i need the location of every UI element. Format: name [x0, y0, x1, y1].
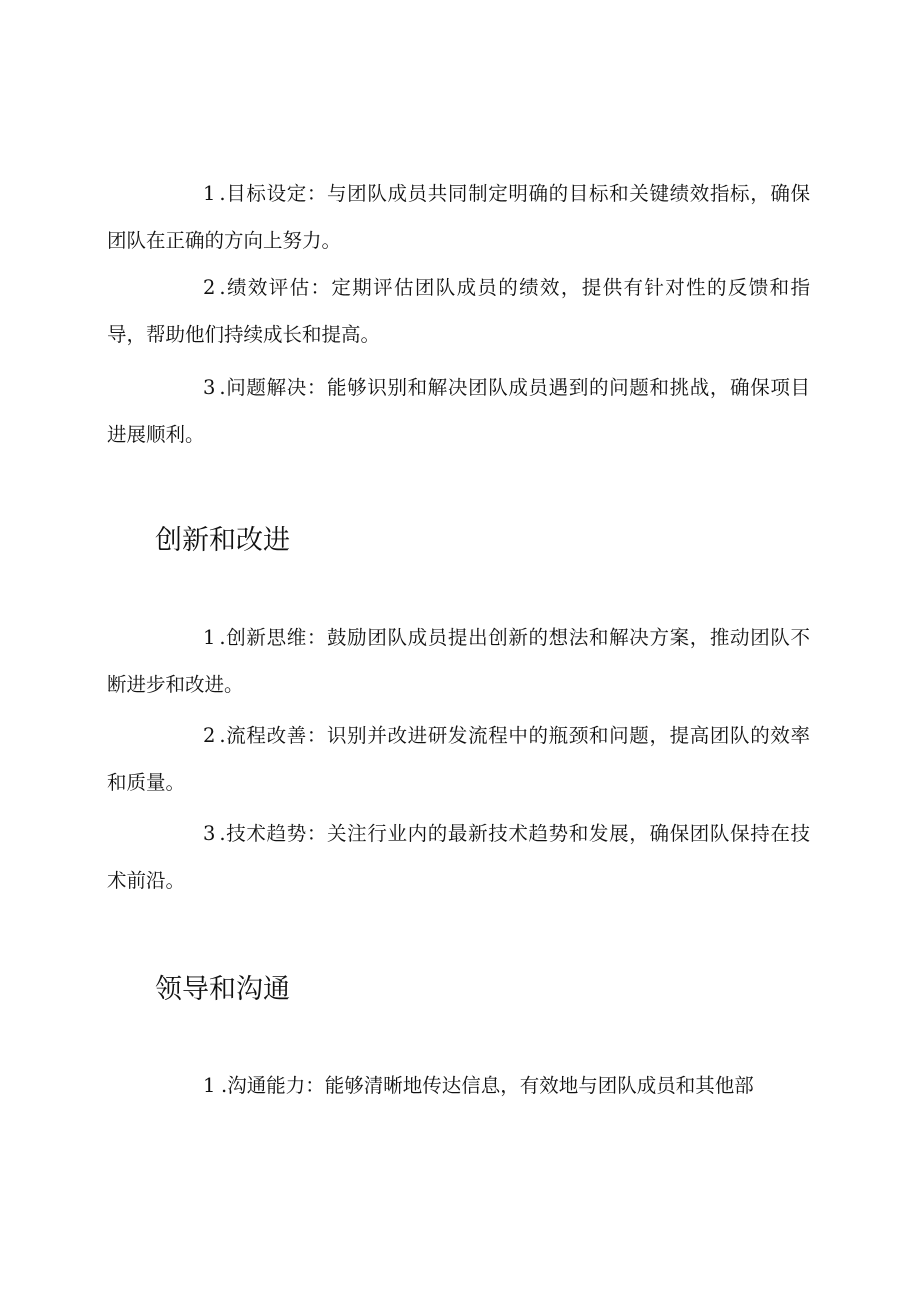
item-text: .沟通能力：能够清晰地传达信息，有效地与团队成员和其他部: [221, 1074, 754, 1097]
list-item: [107, 1062, 810, 1109]
list-item: [107, 364, 810, 458]
item-number: 2: [203, 724, 216, 747]
list-item: [107, 712, 810, 806]
item-number: 2: [203, 276, 216, 299]
item-text: .目标设定：与团队成员共同制定明确的目标和关键绩效指标，确保团队在正确的方向上努力。: [107, 182, 810, 252]
item-number: 3: [203, 376, 216, 399]
section-heading: 领导和沟通: [155, 974, 290, 1005]
item-text: .绩效评估：定期评估团队成员的绩效，提供有针对性的反馈和指导，帮助他们持续成长和提高。: [107, 276, 810, 346]
list-item: [107, 264, 810, 358]
list-item: [107, 810, 810, 904]
item-text: .问题解决：能够识别和解决团队成员遇到的问题和挑战，确保项目进展顺利。: [107, 376, 810, 446]
item-number: 3: [203, 822, 216, 845]
list-item: [107, 170, 810, 264]
item-number: 1: [203, 182, 216, 205]
item-number: 1: [203, 1074, 216, 1097]
item-text: .创新思维：鼓励团队成员提出创新的想法和解决方案，推动团队不断进步和改进。: [107, 626, 810, 696]
section-heading: 创新和改进: [155, 525, 290, 556]
list-item: [107, 614, 810, 708]
item-text: .技术趋势：关注行业内的最新技术趋势和发展，确保团队保持在技术前沿。: [107, 822, 810, 892]
item-text: .流程改善：识别并改进研发流程中的瓶颈和问题，提高团队的效率和质量。: [107, 724, 810, 794]
item-number: 1: [203, 626, 216, 649]
